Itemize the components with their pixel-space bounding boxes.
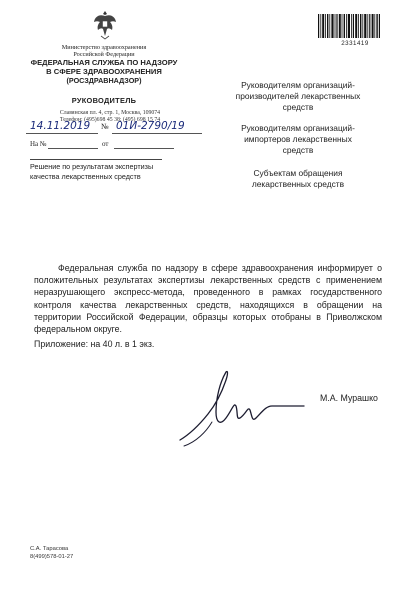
barcode-number: 2331419 (341, 40, 369, 47)
reference-date-underline (114, 148, 174, 149)
recipient-block (218, 168, 378, 190)
date-underline (26, 133, 98, 134)
subject-line-2: качества лекарственных средств (30, 172, 141, 181)
ministry-name (36, 44, 172, 58)
handwritten-signature (176, 366, 308, 456)
subject-rule (30, 159, 162, 160)
service-line-1: ФЕДЕРАЛЬНАЯ СЛУЖБА ПО НАДЗОРУ (30, 58, 178, 67)
recipient-line: производителей лекарственных (235, 91, 361, 101)
recipient-line: Руководителям организаций- (241, 80, 355, 90)
attachment-note: Приложение: на 40 л. в 1 экз. (34, 339, 155, 349)
signer-name: М.А. Мурашко (320, 393, 378, 403)
address-line-1: Славянская пл. 4, стр. 1, Москва, 109074 (59, 110, 161, 116)
service-line-2: В СФЕРЕ ЗДРАВООХРАНЕНИЯ (46, 67, 162, 76)
registration-row (26, 120, 212, 136)
number-sign: № (101, 122, 109, 131)
subject-block (30, 162, 170, 182)
registration-number: 01И-2790/19 (116, 120, 185, 132)
service-name (26, 58, 182, 76)
head-title: РУКОВОДИТЕЛЬ (71, 96, 137, 105)
recipient-line: средств (282, 145, 314, 155)
ministry-line-1: Министерство здравоохранения (61, 44, 147, 51)
registration-date: 14.11.2019 (30, 120, 91, 132)
reference-number-label: На № (30, 140, 47, 148)
barcode (318, 14, 380, 38)
executor-name: С.А. Тарасова (30, 546, 69, 552)
number-underline (112, 133, 202, 134)
ministry-line-2: Российской Федерации (73, 51, 135, 58)
recipient-block (218, 80, 378, 113)
executor-phone: 8(499)578-01-27 (30, 554, 74, 560)
recipient-line: лекарственных средств (251, 179, 345, 189)
recipient-line: Руководителям организаций- (241, 123, 355, 133)
service-abbreviation: (РОСЗДРАВНАДЗОР) (66, 76, 142, 85)
recipient-line: средств (282, 102, 314, 112)
subject-line-1: Решение по результатам экспертизы (30, 162, 154, 171)
letter-body: Федеральная служба по надзору в сфере здравоохранения информирует о положительных результатах экспертизы лекарственных средств с применением неразрушающего экспресс-метода, проведенного в рамках государственного контроля качества лекарственных средств, находящихся в обращении на территории Российской Федерации, образцы которых отобраны в Приволжском федеральном округе. (34, 263, 382, 335)
recipient-line: импортеров лекарственных (244, 134, 352, 144)
reference-date-label: от (102, 140, 109, 148)
recipient-block (218, 123, 378, 156)
address-line-2: Телефон: (495)698 45 38; (495) 698 15 74 (59, 117, 161, 123)
recipient-line: Субъектам обращения (253, 168, 343, 178)
executor-block (30, 545, 73, 561)
reference-number-underline (48, 148, 98, 149)
state-emblem-icon (92, 8, 118, 40)
